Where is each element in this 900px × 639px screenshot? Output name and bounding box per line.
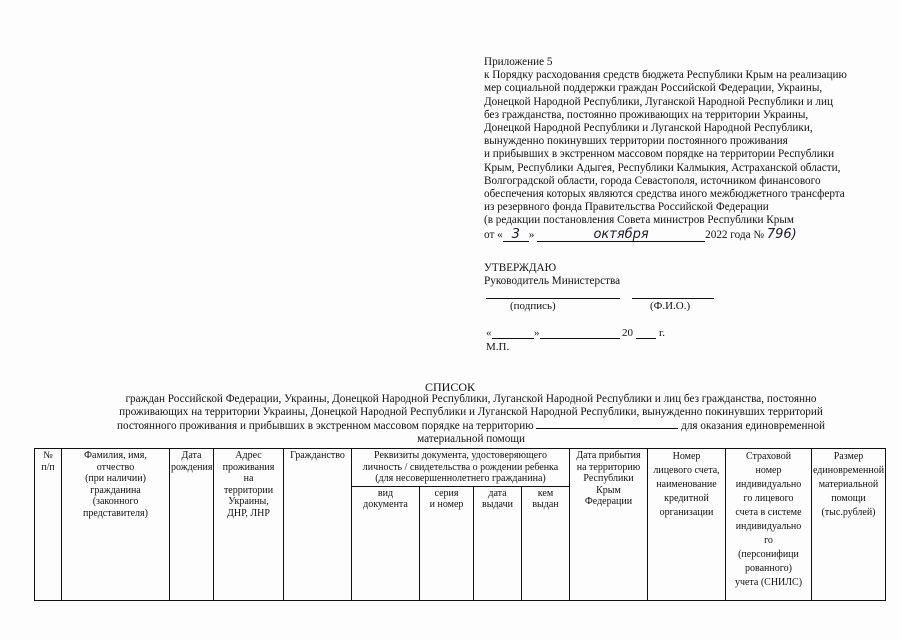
annex-date-line — [484, 228, 884, 242]
header-arrival-text: Дата прибытия на территорию Республики Крым — [576, 450, 641, 496]
approval-year-suffix: г. — [659, 327, 666, 339]
annex-header — [484, 56, 884, 242]
annex-line-7: и прибывших в экстренном массовом порядке на территории Республики — [484, 148, 835, 161]
subheader-issuer: кем выдан — [522, 486, 570, 601]
annex-line-2: мер социальной поддержки граждан Российской Федерации, Украины, — [484, 82, 823, 95]
approval-year-line — [636, 338, 656, 339]
annex-line-5: Донецкой Народной Республики и Луганской Народной Республики, — [484, 122, 813, 135]
document-subtitle — [100, 393, 842, 445]
header-amount: Размер единовременной материальной помощи (тыс.рублей) — [812, 449, 886, 601]
header-num: № п/п — [35, 449, 62, 601]
approval-date-open: « — [486, 327, 492, 339]
annex-line-3: Донецкой Народной Республики, Луганской Народной Республики и лиц — [484, 95, 833, 108]
document-title: СПИСОК — [424, 380, 475, 394]
approval-year-prefix: 20 — [622, 327, 633, 339]
annex-title: Приложение 5 — [484, 56, 553, 68]
territory-blank-line — [536, 418, 678, 429]
annex-line-1: к Порядку расходования средств бюджета Республики Крым на реализацию — [484, 69, 847, 82]
approval-day-line — [492, 338, 534, 339]
date-month-separator: » — [528, 228, 535, 241]
signature-label: (подпись) — [510, 300, 556, 312]
header-id-document: Реквизиты документа, удостоверяющего личность / свидетельства о рождении ребенка (для несовершеннолетнего гражданина) — [352, 449, 570, 487]
header-name: Фамилия, имя, отчество (при наличии) гражданина (законного представителя) — [62, 449, 170, 601]
header-arrival-date — [570, 449, 648, 601]
subtitle-text: граждан Российской Федерации, Украины, Донецкой Народной Республики, Луганской Народной Республики и лиц без гражданства, постоянно проживающих на территории Украины, Донецкой Народной Республики и Луганской Народной Республики, вынужденно покинувших территорий постоянного проживания и прибывших в экстренном массовом порядке на территорию — [116, 393, 823, 433]
annex-line-10: обеспечения которых являются средства иного межбюджетного трансферта — [484, 188, 845, 201]
annex-line-11: из резервного фонда Правительства Российской Федерации — [484, 201, 769, 214]
header-birth-date: Дата рождения — [170, 449, 214, 601]
table-header-row — [35, 449, 886, 487]
header-account: Номер лицевого счета, наименование кредитной организации — [648, 449, 726, 601]
date-from-label: от « — [484, 228, 503, 241]
date-year-text: 2022 года № — [705, 228, 765, 241]
annex-line-4: без гражданства, постоянно проживающих на территории Украины, — [484, 108, 809, 121]
header-citizenship: Гражданство — [284, 449, 352, 601]
subheader-series: серия и номер — [420, 486, 474, 601]
annex-edition: (в редакции постановления Совета министров Республики Крым — [484, 214, 794, 227]
decree-number-handwritten: 796 — [766, 226, 792, 242]
approval-position: Руководитель Министерства — [484, 275, 621, 288]
annex-line-8: Крым, Республики Адыгея, Республики Калмыкия, Астраханской области, — [484, 161, 841, 174]
name-label: (Ф.И.О.) — [650, 300, 691, 312]
header-arrival-federation: Федерации — [584, 496, 633, 507]
approval-block — [484, 262, 884, 288]
name-line — [632, 298, 714, 299]
date-month-handwritten: октября — [537, 229, 705, 242]
subheader-doc-type: вид документа — [352, 486, 420, 601]
approval-title: УТВЕРЖДАЮ — [484, 262, 557, 274]
decree-close-paren: ) — [791, 226, 797, 242]
seal-label: М.П. — [486, 341, 510, 353]
approval-date-close: » — [534, 327, 540, 339]
subheader-issue-date: дата выдачи — [474, 486, 522, 601]
date-day-handwritten: 3 — [503, 229, 529, 242]
header-address: Адрес проживания на территории Украины, ДНР, ЛНР — [214, 449, 284, 601]
annex-line-6: вынужденно покинувших территории постоянного проживания — [484, 135, 788, 148]
header-snils: Страховой номер индивидуально го лицевого счета в системе индивидуально го (персонифици рованного) учета (СНИЛС) — [726, 449, 812, 601]
subtitle-purpose: для оказания единовременной материальной помощи — [417, 420, 826, 445]
signature-line — [486, 298, 620, 299]
approval-month-line — [540, 338, 620, 339]
recipients-table — [34, 448, 886, 601]
annex-line-9: Волгоградской области, города Севастополя, источником финансового — [484, 174, 821, 187]
